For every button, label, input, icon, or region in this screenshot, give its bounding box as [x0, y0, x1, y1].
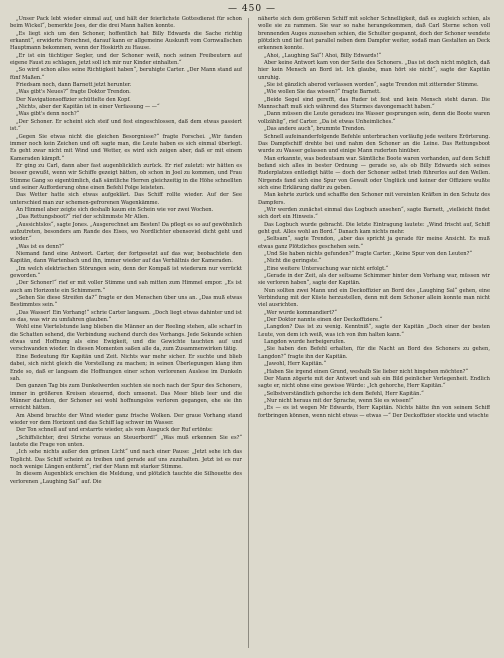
paragraph: Der Mann zögerte mit der Antwort und sah ein Bild peinlicher Verlegenheit. Endlich sagte er, nicht ohne eine gewisse Würde: „Ich gehorche, Herr Kapitän.“ — [258, 375, 490, 390]
paragraph: „Selbstverständlich gehorche ich dem Befehl, Herr Kapitän.“ — [264, 390, 424, 397]
paragraph: Man kehrte zurück und schaffte den Schoner mit vereinten Kräften in den Schutz des Dampfers. — [258, 192, 490, 206]
paragraph: Der Ton schnell auf und erstarrte wieder, als vom Ausguck der Ruf ertönte: — [16, 427, 213, 434]
paragraph: An Himmel aber zeigte sich deshalb kaum ein Schein wie vor zwei Wochen. — [16, 206, 214, 213]
paragraph: „Gerade in der Zeit, als der seltsame Schimmer hinter dem Vorhang war, müssen wir sie verloren haben“, sagte der Kapitän. — [258, 273, 490, 287]
paragraph: „Sie ist gänzlich aberod verlassen worden“, sagte Trendon mit zitternder Stimme. — [264, 82, 479, 89]
paragraph: Am Abend brachte der Wind wieder ganz frische Wolken. Der graue Vorhang stand wieder vor dem Horizont und das Schiff lag schwer im Wasser. — [10, 412, 242, 426]
paragraph: „Das Wasser! Ein Vorhang!“ schrie Carter langsam. „Doch liegt etwas dahinter und ist es das, was wir zu umfahren glauben.“ — [10, 309, 242, 324]
paragraph: Das Wetter hatte sich etwas aufgeklärt. Das Schiff rollte wieder. Auf der See unterschied man zur schemen-gefrorenen Wagenkämme. — [10, 192, 242, 206]
paragraph: Nun sollten zwei Mann und ein Deckoffizier an Bord des „Laughing Sal“ gehen, eine Verbindung mit der Küste herzustellen, denn mit dem Schoner allein konnte man nicht viel ausrichten. — [258, 287, 490, 309]
paragraph: „Ahoi, „Laughing Sal“! Ahoi, Billy Edwards!“ — [264, 52, 382, 59]
paragraph: „Was gibt's Neues?“ fragte Doktor Trendon. — [16, 89, 131, 96]
paragraph: „Es — es ist wegen Mr Edwards, Herr Kapitän. Nichts hätte ihn von seinem Schiff fortbringen können, wenn nicht etwas — etwas —“ Der Deckoffizier stockte und wischte — [258, 405, 490, 419]
paragraph: Er ging zu Carl, dann aber fast augenblicklich zurück. Er rief zuletzt: wir hätten es besser gewußt, wenn wir Schiffe gezeigt hätten, ob schon in Joel zu kommen, und Frau Stimme Gang so eigentümlich, daß sämtliche Herren gleichzeitig in die Höhe schnellten und seiner Aufforderung ohne einen Befehl Folge leisteten. — [10, 162, 242, 191]
paragraph: Niemand fand eine Antwort. Carter, der fortgesetzt auf das war, beobachtete den Kapitän, dann Wartenbach und ihn, immer wieder auf das Verhältnis der Kameraden. — [10, 251, 242, 265]
paragraph: „Ich sehe nichts außer den grünen Licht“ und nach einer Pause: „Jetzt sehe ich das Toplicht. Das Schiff scheint zu treiben und gerade auf uns zuzuhalten. Jetzt ist es nur noch wenige Längen entfernt“, rief der Mann mit starker Stimme. — [10, 449, 242, 470]
page-number: — 450 — — [228, 4, 276, 14]
paragraph: „Aussichtslos“, sagte Jones. „Ausgerechnet am Besten! Da pflegt es so auf gewöhnlich aufzutreten, besonders am Rande des Eises, wo Nordlichter ebensoviel dicht geht und wieder.“ — [10, 221, 242, 243]
paragraph: „Der Schoner!“ rief er mit voller Stimme und sah mitten zum Himmel empor. „Es ist auch am Horizonte ein Schimmern.“ — [10, 280, 242, 294]
paragraph: „Wir werden zunächst einmal das Logbuch ansehen“, sagte Barnett, „vielleicht findet sich dort ein Hinweis.“ — [258, 206, 490, 221]
paragraph: „Haben Sie irgend einen Grund, weshalb Sie lieber nicht hingehen möchten?“ — [264, 368, 469, 375]
paragraph: „Seltsam“, sagte Trendon, „aber das spricht ja gerade für meine Ansicht. Es muß etwas ganz Plötzliches geschehen sein.“ — [258, 236, 490, 250]
paragraph: Langdon wurde herbeigerufen. — [264, 339, 346, 346]
paragraph: „Wie wollen Sie das wissen?“ fragte Barnett. — [264, 89, 381, 96]
paragraph: „Das andere auch“, brummte Trendon. — [264, 126, 366, 133]
paragraph: „Beide Segel sind gerefft, das Ruder ist fest und kein Mensch steht daran. Die Mannschaft muß sich während des Sturmes davongemacht haben.“ — [258, 96, 490, 111]
paragraph: „Sie haben den Befehl erhalten, für die Nacht an Bord des Schoners zu gehen, Langdon?“ fragte ihn der Kapitän. — [258, 346, 490, 360]
paragraph: Den ganzen Tag bis zum Dunkelwerden suchten sie noch nach der Spur des Schoners, immer in größeren Kreisen steuernd, doch umsonst. Das Meer blieb leer und die Männer dachten, der Schoner sei wohl hoffnungslos verloren gegangen, ehe sie ihn erreicht hätten. — [10, 383, 242, 412]
paragraph: „Er ist ein tüchtiger Segler, und der Schoner weiß, noch seinen Freibeutern auf eigene Faust zu schlagen, jetzt soll ich mir nur Kinder einhalten.“ — [10, 52, 242, 67]
paragraph: „Sehen Sie diese Streifen da?“ fragte er den Menschen über uns an. „Das muß etwas Bestimmtes sein.“ — [10, 295, 242, 309]
paragraph: Eine Bedeutung für Kapitän und Zeit. Nichts war mehr sicher. Er suchte und blieb dabei, sich nicht gleich die Vorstellung zu machen; in seinen Überlegungen klang ihm Ende so, daß er langsam die Hoffnungen einer schon verlorenen Auslese im Dunkeln sah. — [10, 353, 242, 382]
paragraph: „Der Doktor nannte einen der Deckoffiziere.“ — [264, 317, 383, 324]
paragraph: „Nicht die geringste.“ — [264, 258, 322, 265]
paragraph: „Schiffslichter, drei Striche voraus an Steuerbord!“ „Was muß erkennen Sie es?“ lautete die Frage von unten. — [10, 434, 242, 448]
paragraph: „Das Rettungsboot?“ rief der schlimmste Mr Allen. — [16, 214, 149, 221]
paragraph: Wohl eine Viertelstunde lang blieben die Männer an der Reeling stehen, alle scharf in die Schatten sehend, die Verbindung suchend durch des Vorhangs. Jede Sekunde schien etwas und Hoffnung als eine Ewigkeit, und die Gewichte tauchten auf und verschwanden wieder. In diesen Momenten saßen alle da, zum Zusammenwirken tätig. — [10, 324, 242, 353]
paragraph: „Wer wurde kommandiert?“ — [264, 309, 337, 316]
paragraph: In diesem Augenblick erschien die Meldung, und plötzlich tauchte die Silhouette des verlorenen „Laughing Sal“ auf. Die — [10, 471, 242, 485]
paragraph: „Dann müssen die Leute geradezu ins Wasser gesprungen sein, denn die Boote waren vollzählig“, rief Carter. „Da ist etwas Unheimliches.“ — [258, 111, 490, 125]
paragraph: näherte sich dem größeren Schiff mit solcher Schnelligkeit, daß es zugleich schien, als wolle sie zu rammen. Sie war so nahe herangekommen, daß Carl Sterne schon voll brennenden Auges zuzusehen schien, die Schulter gespannt, doch der Schoner wendete plötzlich und lief fast parallel neben dem Dampfer weiter, sodaß man Gestalten an Deck erkennen konnte. — [258, 16, 490, 52]
paragraph: „Eine weitere Untersuchung war nicht erfolgt.“ — [264, 265, 389, 272]
paragraph: Friedsam noch, dann Barnett jetzt herunter. — [16, 82, 132, 89]
paragraph: Das Logbuch wurde gebracht. Die letzte Eintragung lautete: „Wind frischt auf, Schiff geht gut. Alles wohl an Bord.“ Danach kam nichts mehr. — [258, 221, 490, 235]
paragraph: „So wird schon alles seine Richtigkeit haben“, beruhigte Carter. „Der Mann stand auf fünf Maßen.“ — [10, 67, 242, 81]
paragraph: „Im welch elektrischen Störungen sein, denn der Kompaß ist wiederum nur verrückt geworden.“ — [10, 265, 242, 280]
column-divider — [248, 18, 249, 648]
paragraph: „Nichts, aber der Kapitän ist in einer Verfassung — —“ — [16, 104, 160, 111]
paragraph: „Jawohl, Herr Kapitän.“ — [264, 361, 327, 368]
paragraph: „Unser Pack lebt wieder einmal auf, und hält der feierlichste Gottesdienst für schon beim Wickel“, bemerkte Joes, der die drei Mann halten konnte. — [10, 16, 242, 30]
paragraph: Aber keine Antwort kam von der Seite des Schoners. „Das ist doch nicht möglich, daß hier kein Mensch an Bord ist. Ich glaube, man hört sie nicht“, sagte der Kapitän unruhig. — [258, 60, 490, 81]
paragraph: „Nur nicht heraus mit der Sprache, wenn Sie es wissen!“ — [264, 397, 414, 404]
paragraph: „Langdon? Das ist zu wenig. Kenntniß“, sagte der Kapitän „Doch einer der besten Leute, von dem ich weiß, was ich von ihm halten kann.“ — [258, 324, 490, 338]
paragraph: „Was gibt's denn noch?“ — [16, 111, 80, 118]
paragraph: „Es liegt sich um den Schoner, hoffentlich hat Billy Edwards die Sache richtig erkannt“, erwiderte Forschnei, darauf kann er allgemeine Auskunft vom Cornwallschen Hauptmann bekommen, wenn der Hoskirth zu Hause. — [10, 30, 242, 52]
paragraph: „Und Sie haben nichts gefunden?“ fragte Carter. „Keine Spur von den Leuten?“ — [264, 251, 472, 257]
paragraph: Der Navigationsoffizier schüttelte den Kopf. — [16, 96, 131, 103]
paragraph: Man erkannte, was bedeutsam war. Sämtliche Boote waren vorhanden, auf dem Schiff befand sich alles in bester Ordnung — gerade so, als ob Billy Edwards sich seines Ruderplatzes entledigt hätte — doch der Schoner selbst trieb führerlos auf den Wellen. Nirgends fand sich eine Spur von Gewalt oder Unglück und keiner der Offiziere wußte sich eine Erklärung dafür zu geben. — [258, 155, 490, 191]
left-text-column — [10, 16, 242, 652]
right-text-column — [258, 16, 490, 652]
paragraph: „Gegen Sie etwas nicht die gleichen Besorgnisse?“ fragte Forschei. „Wir fanden immer noch kein Zeichen und oft sagte man, die Leute haben es sich einmal überlegt. Es geht zwar nicht mit Wind und Wetter, es wird sich zeigen aber, daß er mit einem Kameraden kämpft.“ — [10, 133, 242, 162]
paragraph: Schnell aufeinanderfolgende Befehle unterbrachen vorläufig jede weitere Erörterung. Das Dampfschiff drehte bei und nahm den Schoner an die Leine. Das Rettungsboot wurde zu Wasser gelassen und einige Mann ruderten hinüber. — [258, 133, 490, 155]
paragraph: „Der Schoner. Er scheint sich steif und fest eingeschlossen, daß dem etwas passiert ist.“ — [10, 118, 242, 133]
paragraph: „Was ist es denn?“ — [16, 243, 65, 250]
